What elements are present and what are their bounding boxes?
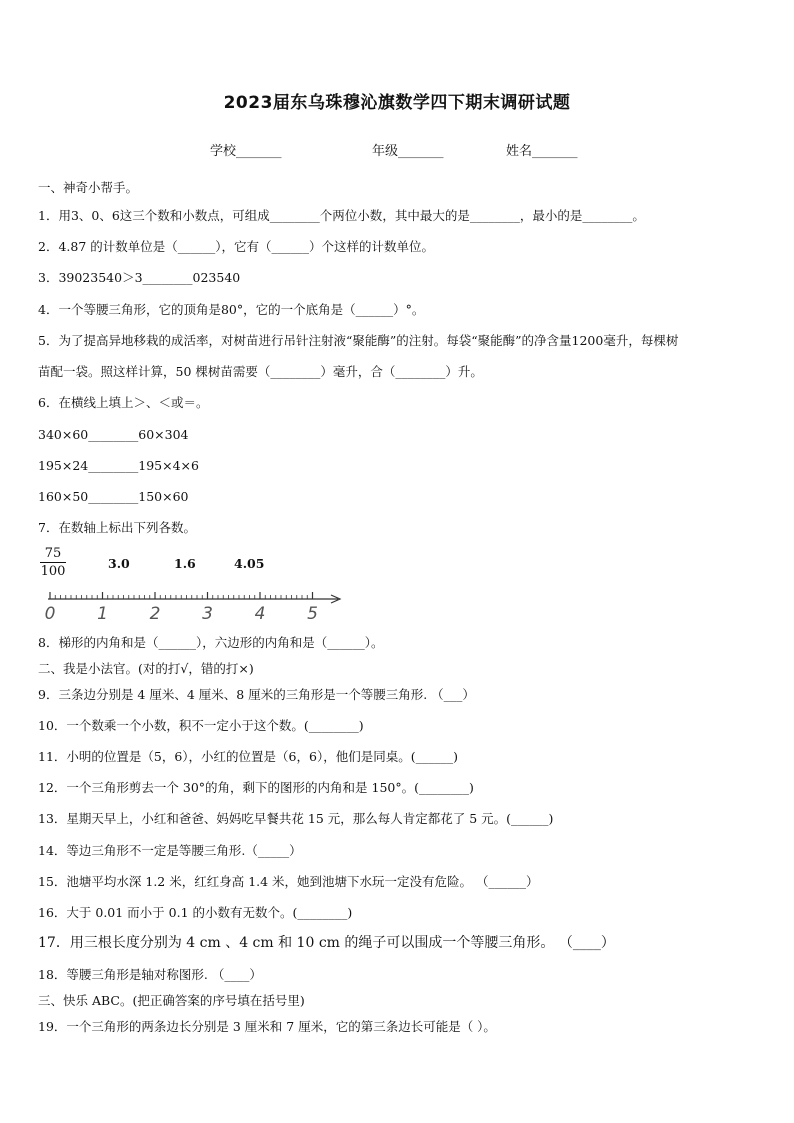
axis-label: 4 (254, 604, 266, 624)
page-title: 2023届东乌珠穆沁旗数学四下期末调研试题 (223, 93, 571, 113)
question-19: 19．一个三角形的两条边长分别是 3 厘米和 7 厘米，它的第三条边长可能是（ ）。 (38, 1019, 496, 1034)
number-line (38, 588, 348, 624)
question-10: 10．一个数乘一个小数，积不一定小于这个数。(________) (38, 718, 364, 733)
question-6-c: 160×50________150×60 (38, 489, 189, 504)
question-13: 13．星期天早上，小红和爸爸、妈妈吃早餐共花 15 元，那么每人肯定都花了 5 元。(______) (38, 811, 554, 826)
question-17: 17．用三根长度分别为 4 cm 、4 cm 和 10 cm 的绳子可以围成一个等腰三角形。 （____） (38, 935, 615, 951)
question-7: 7．在数轴上标出下列各数。 (38, 520, 196, 535)
number-line-labels (45, 604, 318, 624)
axis-label: 2 (149, 604, 161, 624)
axis-label: 0 (44, 604, 56, 624)
question-6: 6．在横线上填上＞、＜或＝。 (38, 395, 209, 410)
q7-fraction (40, 546, 66, 579)
question-4: 4．一个等腰三角形，它的顶角是80°，它的一个底角是（______）°。 (38, 302, 425, 317)
axis-label: 3 (202, 604, 213, 624)
fraction-denominator: 100 (40, 564, 66, 579)
section-3-heading: 三、快乐 ABC。(把正确答案的序号填在括号里) (38, 993, 305, 1008)
section-1-heading: 一、神奇小帮手。 (38, 180, 139, 195)
question-2: 2．4.87 的计数单位是（______），它有（______）个这样的计数单位。 (38, 239, 435, 254)
question-5-line-2: 苗配一袋。照这样计算，50 棵树苗需要（________）毫升，合（________）升。 (38, 364, 483, 379)
question-11: 11．小明的位置是（5，6），小红的位置是（6，6），他们是同桌。(______) (38, 749, 458, 764)
fraction-bar (40, 562, 66, 563)
grade-field: 年级_______ (372, 144, 444, 159)
question-14: 14．等边三角形不一定是等腰三角形.（_____） (38, 843, 302, 858)
question-1: 1．用3、0、6这三个数和小数点，可组成________个两位小数，其中最大的是________，最小的是________。 (38, 208, 645, 223)
school-field: 学校_______ (210, 144, 282, 159)
name-field: 姓名_______ (506, 144, 578, 159)
question-8: 8．梯形的内角和是（______），六边形的内角和是（______）。 (38, 635, 384, 650)
number-line-ticks (50, 592, 313, 599)
question-5-line-1: 5．为了提高异地移栽的成活率，对树苗进行吊针注射液“聚能酶”的注射。每袋“聚能酶”的净含量1200毫升，每棵树 (38, 333, 679, 348)
axis-label: 1 (97, 604, 108, 624)
question-3: 3．39023540＞3________023540 (38, 270, 241, 285)
question-16: 16．大于 0.01 而小于 0.1 的小数有无数个。(________) (38, 905, 353, 920)
question-12: 12．一个三角形剪去一个 30°的角，剩下的图形的内角和是 150°。(________) (38, 780, 474, 795)
question-15: 15．池塘平均水深 1.2 米，红红身高 1.4 米，她到池塘下水玩一定没有危险。 （______） (38, 874, 539, 889)
fraction-numerator: 75 (44, 546, 62, 561)
section-2-heading: 二、我是小法官。(对的打√，错的打×) (38, 661, 254, 676)
q7-number-1: 3.0 (108, 556, 130, 571)
question-18: 18．等腰三角形是轴对称图形. （____） (38, 967, 262, 982)
question-9: 9．三条边分别是 4 厘米、4 厘米、8 厘米的三角形是一个等腰三角形. （___） (38, 687, 475, 702)
q7-number-3: 4.05 (234, 556, 265, 571)
question-6-a: 340×60________60×304 (38, 427, 189, 442)
question-6-b: 195×24________195×4×6 (38, 458, 199, 473)
axis-label: 5 (307, 604, 318, 624)
q7-number-2: 1.6 (174, 556, 196, 571)
